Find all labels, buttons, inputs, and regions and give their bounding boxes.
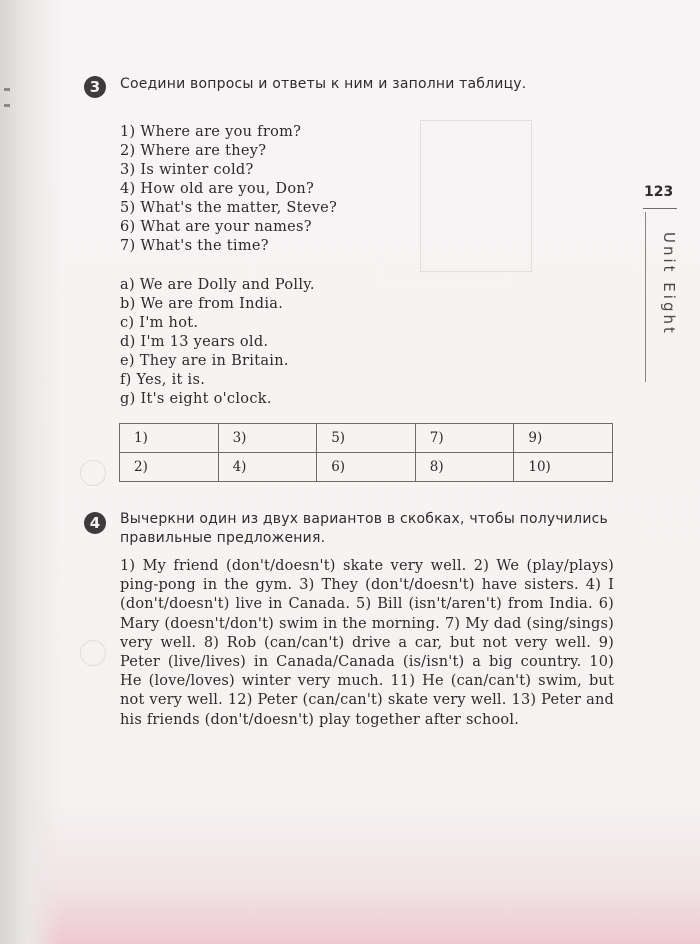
answer-item: g) It's eight o'clock. [120, 391, 272, 407]
question-item: 7) What's the time? [120, 238, 269, 254]
edge-mark [4, 104, 10, 107]
answer-item: a) We are Dolly and Polly. [120, 277, 315, 293]
answer-cell[interactable]: 7) [415, 424, 514, 453]
answer-cell[interactable]: 3) [218, 424, 317, 453]
answer-cell[interactable]: 9) [514, 424, 613, 453]
answer-cell[interactable]: 6) [317, 453, 416, 482]
answer-cell[interactable]: 10) [514, 453, 613, 482]
show-through-badge [80, 640, 106, 666]
question-item: 3) Is winter cold? [120, 162, 254, 178]
answer-cell[interactable]: 1) [120, 424, 219, 453]
unit-side-rule [645, 212, 646, 382]
page-number-rule [643, 208, 677, 209]
show-through-image [420, 120, 532, 272]
answer-item: e) They are in Britain. [120, 353, 289, 369]
answer-cell[interactable]: 4) [218, 453, 317, 482]
answer-cell[interactable]: 8) [415, 453, 514, 482]
spine-shadow [0, 0, 62, 944]
answer-cell[interactable]: 2) [120, 453, 219, 482]
question-item: 6) What are your names? [120, 219, 312, 235]
exercise-4-text: 1) My friend (don't/doesn't) skate very well. 2) We (play/plays) ping-pong in the gym. 3) They (don't/doesn't) have sisters. 4) I (don't/doesn't) live in Canada. 5) Bill (isn't/aren't) from India. 6) Mary (doesn't/don't) swim in the morning. 7) My dad (sing/sings) very well. 8) Rob (can/can't) drive a car, but not very well. 9) Peter (live/lives) in Canada/Canada (is/isn't) a big country. 10) He (love/loves) winter very much. 11) He (can/can't) swim, but not very well. 12) Peter (can/can't) skate very well. 13) Peter and his friends (don't/doesn't) play together after school. [120, 558, 614, 728]
answer-table [119, 423, 613, 482]
question-item: 5) What's the matter, Steve? [120, 200, 338, 216]
answer-cell[interactable]: 5) [317, 424, 416, 453]
question-item: 4) How old are you, Don? [120, 181, 315, 197]
unit-label: Unit Eight [660, 232, 678, 336]
edge-mark [4, 88, 10, 91]
exercise-3-badge: 3 [84, 76, 106, 98]
exercise-4-badge: 4 [84, 512, 106, 534]
show-through-badge [80, 460, 106, 486]
answer-item: b) We are from India. [120, 296, 284, 312]
answer-list [120, 276, 315, 409]
exercise-3-instruction: Соедини вопросы и ответы к ним и заполни таблицу. [120, 76, 527, 92]
answer-item: c) I'm hot. [120, 315, 199, 331]
question-item: 2) Where are they? [120, 143, 267, 159]
page-number: 123 [644, 184, 674, 200]
table-row [120, 424, 613, 453]
table-row [120, 453, 613, 482]
answer-item: d) I'm 13 years old. [120, 334, 269, 350]
answer-item: f) Yes, it is. [120, 372, 206, 388]
question-item: 1) Where are you from? [120, 124, 302, 140]
exercise-4-instruction: Вычеркни один из двух вариантов в скобках, чтобы получились правильные предложения. [120, 511, 608, 546]
question-list [120, 123, 337, 256]
